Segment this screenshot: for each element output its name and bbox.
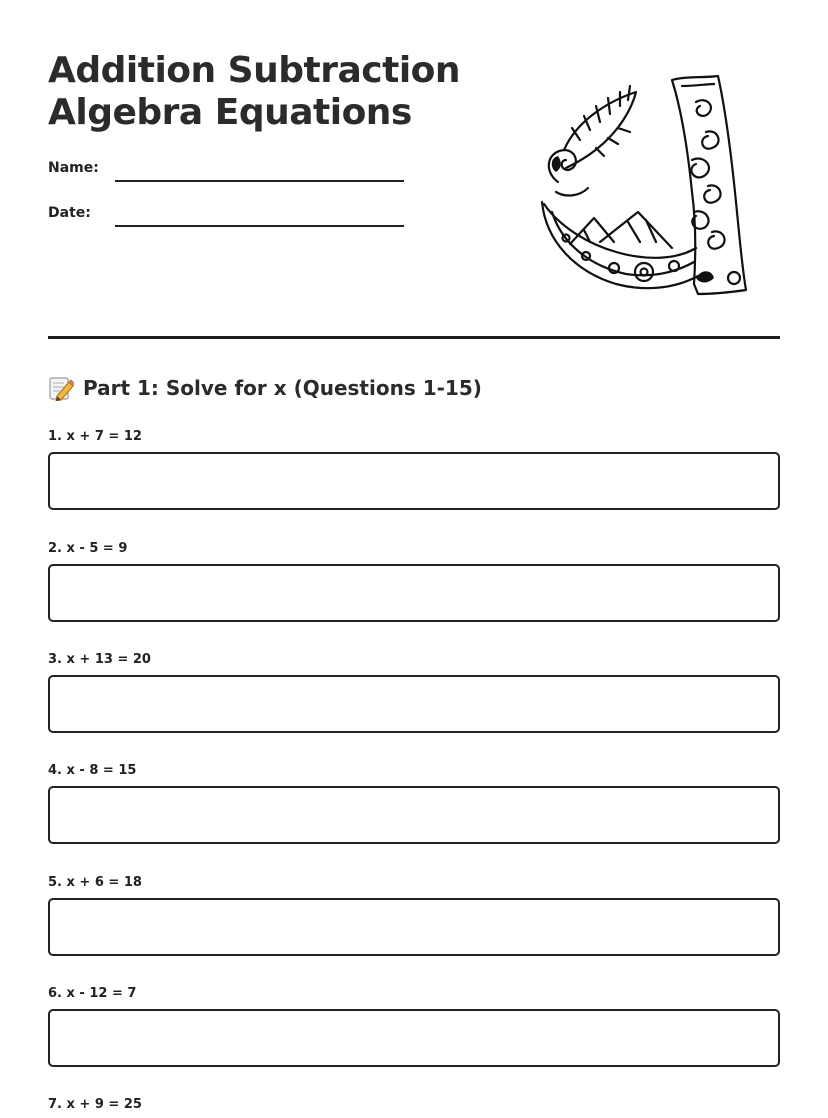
date-field[interactable]: [48, 205, 408, 229]
question-5-equation: 5. x + 6 = 18: [48, 875, 142, 890]
date-write-line[interactable]: [115, 225, 404, 227]
name-field[interactable]: [48, 160, 408, 184]
name-write-line[interactable]: [115, 180, 404, 182]
part-1-title: Part 1: Solve for x (Questions 1-15): [83, 376, 482, 400]
question-6-equation: 6. x - 12 = 7: [48, 986, 137, 1001]
question-3-answer-box[interactable]: [48, 675, 780, 733]
question-7-equation: 7. x + 9 = 25: [48, 1097, 142, 1112]
question-2: [48, 540, 780, 558]
question-4-answer-box[interactable]: [48, 786, 780, 844]
question-1-equation: 1. x + 7 = 12: [48, 429, 142, 444]
question-6: [48, 985, 780, 1003]
title-line-2: Algebra Equations: [48, 92, 412, 133]
part-1-heading: [48, 372, 482, 404]
question-3-equation: 3. x + 13 = 20: [48, 652, 151, 667]
date-label: Date:: [48, 205, 91, 221]
question-6-answer-box[interactable]: [48, 1009, 780, 1067]
memo-pencil-icon: [48, 375, 74, 401]
question-4-equation: 4. x - 8 = 15: [48, 763, 137, 778]
question-4: [48, 762, 780, 780]
question-2-answer-box[interactable]: [48, 564, 780, 622]
name-label: Name:: [48, 160, 99, 176]
question-5-answer-box[interactable]: [48, 898, 780, 956]
question-7: [48, 1096, 780, 1114]
question-1-answer-box[interactable]: [48, 452, 780, 510]
section-divider: [48, 336, 780, 339]
question-5: [48, 874, 780, 892]
title-line-1: Addition Subtraction: [48, 50, 461, 91]
worksheet-title: [48, 50, 488, 134]
question-1: [48, 428, 780, 446]
decorative-letter-j-logo: [536, 72, 752, 296]
question-2-equation: 2. x - 5 = 9: [48, 541, 128, 556]
question-3: [48, 651, 780, 669]
